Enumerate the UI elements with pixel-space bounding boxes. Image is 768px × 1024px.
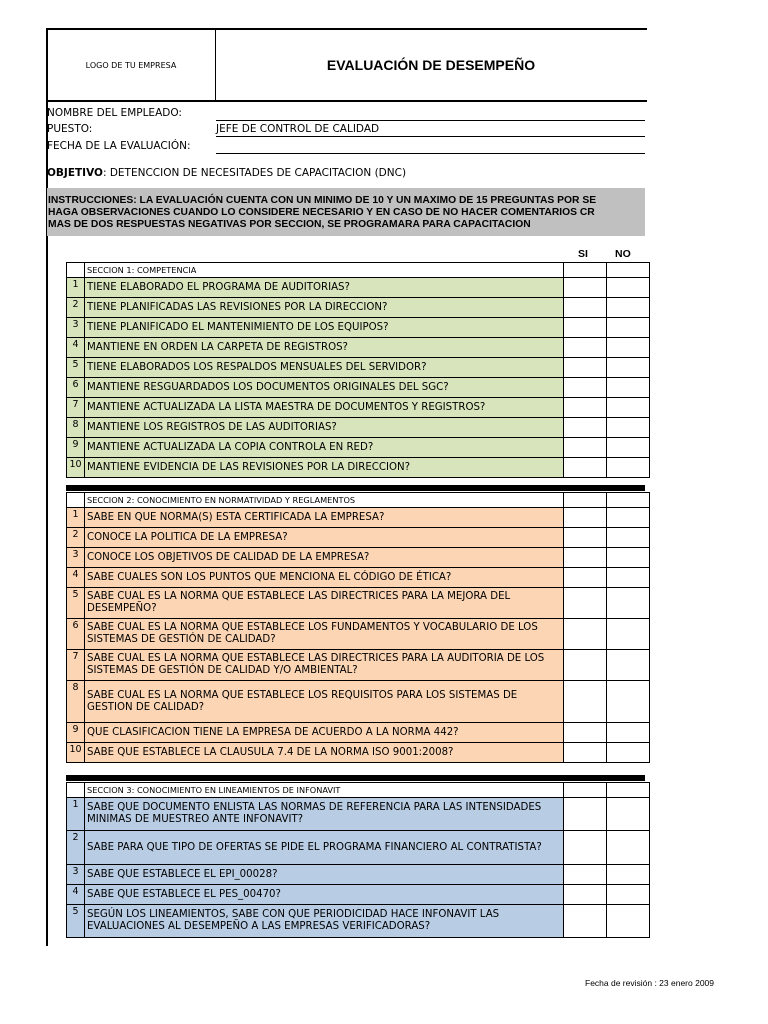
- answer-si-cell[interactable]: [564, 548, 607, 568]
- answer-si-cell[interactable]: [564, 418, 607, 438]
- answer-si-cell[interactable]: [564, 865, 607, 885]
- question-text: SABE CUAL ES LA NORMA QUE ESTABLECE LOS FUNDAMENTOS Y VOCABULARIO DE LOS SISTEMAS DE GESTIÓN DE CALIDAD?: [85, 619, 564, 650]
- answer-no-cell[interactable]: [607, 548, 650, 568]
- question-number: 4: [67, 568, 85, 588]
- question-number: 1: [67, 278, 85, 298]
- table-row: [67, 508, 650, 528]
- question-text: SABE CUALES SON LOS PUNTOS QUE MENCIONA EL CÓDIGO DE ÉTICA?: [85, 568, 564, 588]
- question-text: TIENE PLANIFICADO EL MANTENIMIENTO DE LOS EQUIPOS?: [85, 318, 564, 338]
- question-number: 5: [67, 358, 85, 378]
- section-header-row: [67, 263, 650, 278]
- instructions-line: HAGA OBSERVACIONES CUANDO LO CONSIDERE NECESARIO Y EN CASO DE NO HACER COMENTARIOS CR: [48, 207, 595, 218]
- section-title: SECCION 1: COMPETENCIA: [85, 263, 564, 278]
- evaluation-date-label: FECHA DE LA EVALUACIÓN:: [47, 140, 191, 152]
- question-number: 7: [67, 650, 85, 681]
- objective: [47, 167, 406, 179]
- table-row: [67, 681, 650, 723]
- question-number: 4: [67, 885, 85, 905]
- question-text: SABE QUE ESTABLECE LA CLAUSULA 7.4 DE LA NORMA ISO 9001:2008?: [85, 743, 564, 763]
- question-number: 2: [67, 528, 85, 548]
- answer-si-cell[interactable]: [564, 438, 607, 458]
- table-row: [67, 831, 650, 865]
- question-number: 5: [67, 588, 85, 619]
- form-title: EVALUACIÓN DE DESEMPEÑO: [326, 57, 536, 73]
- question-text: MANTIENE RESGUARDADOS LOS DOCUMENTOS ORIGINALES DEL SGC?: [85, 378, 564, 398]
- sheet-left-border: [46, 28, 48, 946]
- question-number: 8: [67, 418, 85, 438]
- section-divider: [66, 485, 645, 491]
- table-row: [67, 528, 650, 548]
- question-text: SABE PARA QUE TIPO DE OFERTAS SE PIDE EL PROGRAMA FINANCIERO AL CONTRATISTA?: [85, 831, 564, 865]
- table-row: [67, 743, 650, 763]
- answer-no-cell[interactable]: [607, 588, 650, 619]
- question-text: TIENE PLANIFICADAS LAS REVISIONES POR LA DIRECCION?: [85, 298, 564, 318]
- section-3-table: [66, 782, 650, 938]
- table-row: [67, 298, 650, 318]
- answer-si-cell[interactable]: [564, 508, 607, 528]
- answer-no-cell[interactable]: [607, 831, 650, 865]
- question-text: MANTIENE ACTUALIZADA LA COPIA CONTROLA EN RED?: [85, 438, 564, 458]
- question-number: 10: [67, 458, 85, 478]
- answer-si-cell[interactable]: [564, 798, 607, 831]
- instructions-line: MAS DE DOS RESPUESTAS NEGATIVAS POR SECCION, SE PROGRAMARA PARA CAPACITACION: [48, 219, 531, 230]
- answer-no-cell[interactable]: [607, 650, 650, 681]
- table-row: [67, 723, 650, 743]
- question-text: SABE EN QUE NORMA(S) ESTA CERTIFICADA LA EMPRESA?: [85, 508, 564, 528]
- evaluation-date-row: [47, 139, 645, 154]
- position-line: [216, 136, 645, 137]
- question-number: 4: [67, 338, 85, 358]
- table-row: [67, 418, 650, 438]
- answer-no-cell[interactable]: [607, 338, 650, 358]
- table-row: [67, 458, 650, 478]
- question-text: TIENE ELABORADO EL PROGRAMA DE AUDITORIAS?: [85, 278, 564, 298]
- question-text: SABE CUAL ES LA NORMA QUE ESTABLECE LOS REQUISITOS PARA LOS SISTEMAS DE GESTION DE CALIDAD?: [85, 681, 564, 723]
- answer-no-cell[interactable]: [607, 298, 650, 318]
- table-row: [67, 905, 650, 938]
- answer-si-cell[interactable]: [564, 831, 607, 865]
- section-2-table: [66, 492, 650, 763]
- question-number: 2: [67, 831, 85, 865]
- section-title: SECCION 3: CONOCIMIENTO EN LINEAMIENTOS DE INFONAVIT: [85, 783, 564, 798]
- objective-label: OBJETIVO: [47, 167, 103, 179]
- position-field[interactable]: JEFE DE CONTROL DE CALIDAD: [216, 123, 380, 135]
- employee-name-line: [216, 120, 645, 121]
- table-row: [67, 378, 650, 398]
- question-number: 5: [67, 905, 85, 938]
- answer-si-cell[interactable]: [564, 278, 607, 298]
- question-text: MANTIENE ACTUALIZADA LA LISTA MAESTRA DE DOCUMENTOS Y REGISTROS?: [85, 398, 564, 418]
- column-header-no: NO: [615, 248, 631, 260]
- position-label: PUESTO:: [47, 123, 93, 135]
- question-text: SEGÚN LOS LINEAMIENTOS, SABE CON QUE PERIODICIDAD HACE INFONAVIT LAS EVALUACIONES AL DESEMPEÑO A LAS EMPRESAS VERIFICADORAS?: [85, 905, 564, 938]
- question-text: CONOCE LOS OBJETIVOS DE CALIDAD DE LA EMPRESA?: [85, 548, 564, 568]
- instructions-line: INSTRUCCIONES: LA EVALUACIÓN CUENTA CON UN MINIMO DE 10 Y UN MAXIMO DE 15 PREGUNTAS POR SE: [48, 195, 597, 206]
- question-text: SABE CUAL ES LA NORMA QUE ESTABLECE LAS DIRECTRICES PARA LA AUDITORIA DE LOS SISTEMAS DE GESTIÓN DE CALIDAD Y/O AMBIENTAL?: [85, 650, 564, 681]
- answer-no-cell[interactable]: [607, 398, 650, 418]
- answer-si-cell[interactable]: [564, 358, 607, 378]
- answer-no-cell[interactable]: [607, 458, 650, 478]
- question-number: 7: [67, 398, 85, 418]
- table-row: [67, 548, 650, 568]
- employee-name-row: [47, 106, 645, 121]
- section-divider: [66, 775, 645, 781]
- question-number: 3: [67, 548, 85, 568]
- question-text: QUE CLASIFICACION TIENE LA EMPRESA DE ACUERDO A LA NORMA 442?: [85, 723, 564, 743]
- revision-date: Fecha de revisión : 23 enero 2009: [585, 978, 715, 988]
- table-row: [67, 865, 650, 885]
- question-text: MANTIENE EVIDENCIA DE LAS REVISIONES POR LA DIRECCION?: [85, 458, 564, 478]
- answer-no-cell[interactable]: [607, 378, 650, 398]
- question-number: 3: [67, 865, 85, 885]
- section-header-row: [67, 493, 650, 508]
- answer-si-cell[interactable]: [564, 398, 607, 418]
- question-number: 10: [67, 743, 85, 763]
- table-row: [67, 358, 650, 378]
- table-row: [67, 438, 650, 458]
- objective-text: : DETENCCION DE NECESITADES DE CAPACITACION (DNC): [102, 167, 407, 179]
- answer-no-cell[interactable]: [607, 798, 650, 831]
- employee-name-label: NOMBRE DEL EMPLEADO:: [47, 107, 182, 119]
- question-number: 9: [67, 723, 85, 743]
- question-text: CONOCE LA POLITICA DE LA EMPRESA?: [85, 528, 564, 548]
- question-number: 3: [67, 318, 85, 338]
- table-row: [67, 568, 650, 588]
- table-row: [67, 798, 650, 831]
- question-text: SABE QUE ESTABLECE EL PES_00470?: [85, 885, 564, 905]
- table-row: [67, 398, 650, 418]
- answer-no-cell[interactable]: [607, 743, 650, 763]
- answer-no-cell[interactable]: [607, 318, 650, 338]
- question-number: 1: [67, 508, 85, 528]
- question-text: MANTIENE LOS REGISTROS DE LAS AUDITORIAS?: [85, 418, 564, 438]
- answer-si-cell[interactable]: [564, 681, 607, 723]
- column-header-si: SI: [578, 248, 588, 260]
- answer-si-cell[interactable]: [564, 528, 607, 548]
- question-text: SABE CUAL ES LA NORMA QUE ESTABLECE LAS DIRECTRICES PARA LA MEJORA DEL DESEMPEÑO?: [85, 588, 564, 619]
- question-text: SABE QUE ESTABLECE EL EPI_00028?: [85, 865, 564, 885]
- answer-no-cell[interactable]: [607, 885, 650, 905]
- question-text: MANTIENE EN ORDEN LA CARPETA DE REGISTROS?: [85, 338, 564, 358]
- answer-si-cell[interactable]: [564, 458, 607, 478]
- question-number: 2: [67, 298, 85, 318]
- answer-no-cell[interactable]: [607, 528, 650, 548]
- answer-no-cell[interactable]: [607, 358, 650, 378]
- answer-si-cell[interactable]: [564, 723, 607, 743]
- answer-no-cell[interactable]: [607, 418, 650, 438]
- answer-si-cell[interactable]: [564, 905, 607, 938]
- position-row: [47, 122, 645, 137]
- answer-si-cell[interactable]: [564, 619, 607, 650]
- answer-no-cell[interactable]: [607, 568, 650, 588]
- table-row: [67, 588, 650, 619]
- question-number: 6: [67, 619, 85, 650]
- answer-si-cell[interactable]: [564, 650, 607, 681]
- answer-si-cell[interactable]: [564, 885, 607, 905]
- answer-no-cell[interactable]: [607, 278, 650, 298]
- section-title: SECCION 2: CONOCIMIENTO EN NORMATIVIDAD Y REGLAMENTOS: [85, 493, 564, 508]
- table-row: [67, 885, 650, 905]
- answer-si-cell[interactable]: [564, 743, 607, 763]
- form-header: [47, 28, 647, 102]
- answer-no-cell[interactable]: [607, 619, 650, 650]
- company-logo-placeholder: LOGO DE TU EMPRESA: [47, 30, 216, 100]
- section-header-row: [67, 783, 650, 798]
- answer-no-cell[interactable]: [607, 438, 650, 458]
- answer-no-cell[interactable]: [607, 865, 650, 885]
- table-row: [67, 619, 650, 650]
- table-row: [67, 318, 650, 338]
- answer-si-cell[interactable]: [564, 378, 607, 398]
- answer-si-cell[interactable]: [564, 298, 607, 318]
- answer-no-cell[interactable]: [607, 905, 650, 938]
- answer-si-cell[interactable]: [564, 338, 607, 358]
- question-number: 9: [67, 438, 85, 458]
- question-text: SABE QUE DOCUMENTO ENLISTA LAS NORMAS DE REFERENCIA PARA LAS INTENSIDADES MINIMAS DE MUESTREO ANTE INFONAVIT?: [85, 798, 564, 831]
- evaluation-date-line: [216, 153, 645, 154]
- question-number: 1: [67, 798, 85, 831]
- answer-no-cell[interactable]: [607, 681, 650, 723]
- table-row: [67, 278, 650, 298]
- answer-si-cell[interactable]: [564, 318, 607, 338]
- section-1-table: [66, 262, 650, 478]
- instructions-box: [47, 188, 645, 236]
- answer-si-cell[interactable]: [564, 568, 607, 588]
- answer-no-cell[interactable]: [607, 723, 650, 743]
- question-number: 8: [67, 681, 85, 723]
- table-row: [67, 650, 650, 681]
- answer-no-cell[interactable]: [607, 508, 650, 528]
- table-row: [67, 338, 650, 358]
- answer-si-cell[interactable]: [564, 588, 607, 619]
- question-text: TIENE ELABORADOS LOS RESPALDOS MENSUALES DEL SERVIDOR?: [85, 358, 564, 378]
- question-number: 6: [67, 378, 85, 398]
